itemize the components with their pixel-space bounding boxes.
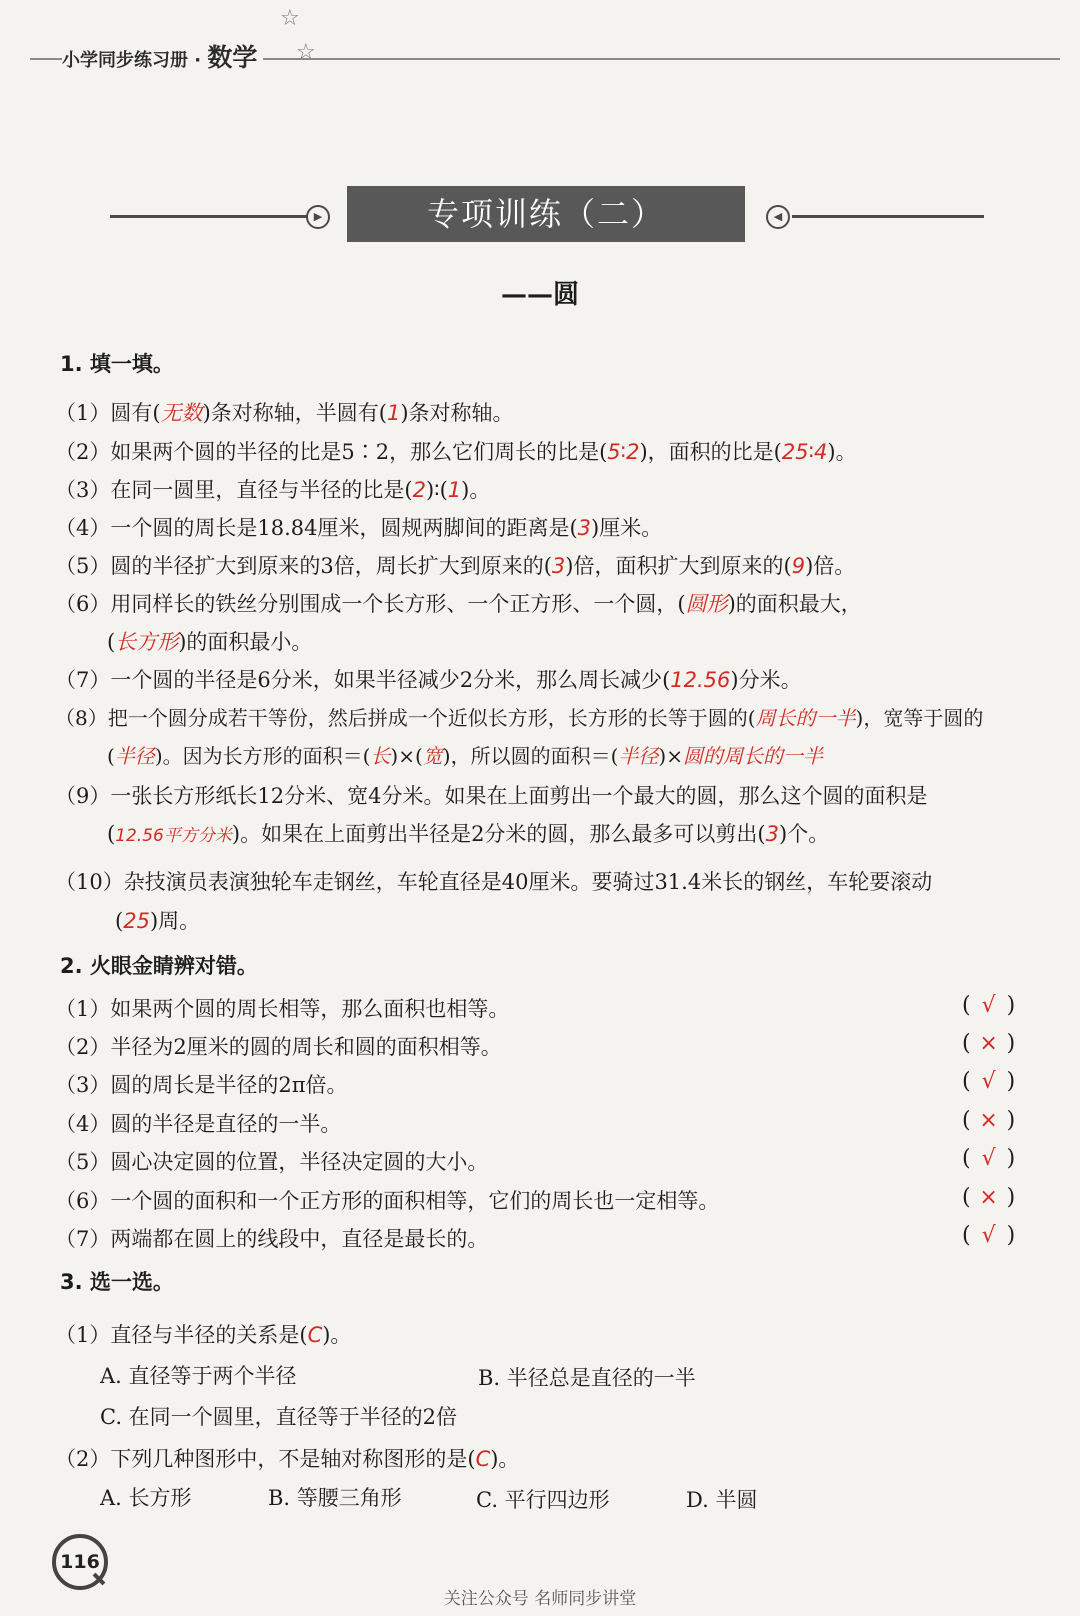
q-text: )的面积最大， xyxy=(727,592,862,616)
question-1-8-cont xyxy=(107,740,823,769)
q-text: )∶( xyxy=(425,478,448,502)
judge-mark: ( × ) xyxy=(962,1031,1016,1056)
q-text: （5）圆的半径扩大到原来的3倍，周长扩大到原来的( xyxy=(55,554,552,578)
q-text: （3）在同一圆里，直径与半径的比是( xyxy=(55,478,413,502)
q-text: )。 xyxy=(827,440,857,464)
judge-mark: ( × ) xyxy=(962,1185,1016,1210)
play-right-icon: ▶ xyxy=(306,205,330,229)
page-number: 116 xyxy=(52,1534,108,1590)
handwritten-answer: 长方形 xyxy=(115,630,179,654)
question-1-4 xyxy=(55,512,662,542)
section-2-title: 2. 火眼金睛辨对错。 xyxy=(60,954,258,978)
handwritten-answer: √ xyxy=(981,993,996,1018)
q-text: （1）直径与半径的关系是( xyxy=(55,1323,308,1347)
q-text: （4）一个圆的周长是18.84厘米，圆规两脚间的距离是( xyxy=(55,516,578,540)
handwritten-answer: × xyxy=(979,1031,998,1056)
handwritten-answer: 3 xyxy=(765,822,779,846)
handwritten-answer: 半径 xyxy=(114,744,155,768)
judge-mark: ( √ ) xyxy=(962,1223,1016,1248)
judge-mark: ( × ) xyxy=(962,1108,1016,1133)
section-3-title: 3. 选一选。 xyxy=(60,1270,174,1294)
question-1-6-cont xyxy=(107,626,312,656)
star-icon: ☆ xyxy=(296,40,316,65)
handwritten-answer: 25 xyxy=(123,909,150,933)
q-text: ( xyxy=(107,744,115,768)
q-text: )周。 xyxy=(149,909,201,933)
handwritten-answer: √ xyxy=(981,1069,996,1094)
handwritten-answer: 3 xyxy=(551,554,566,578)
question-1-7 xyxy=(55,664,802,694)
question-1-8 xyxy=(55,702,983,731)
section-1-title: 1. 填一填。 xyxy=(60,352,174,376)
q-text: )。 xyxy=(322,1323,352,1347)
choice-question-2 xyxy=(55,1443,519,1473)
handwritten-answer: √ xyxy=(981,1223,996,1248)
judge-item: （6）一个圆的面积和一个正方形的面积相等，它们的周长也一定相等。 xyxy=(55,1189,720,1213)
book-title xyxy=(62,38,263,74)
judge-item: （5）圆心决定圆的位置，半径决定圆的大小。 xyxy=(55,1150,489,1174)
q-text: )。因为长方形的面积＝( xyxy=(154,744,371,768)
handwritten-answer: 1 xyxy=(447,478,462,502)
q-text: )。如果在上面剪出半径是2分米的圆，那么最多可以剪出( xyxy=(231,822,766,846)
question-1-3 xyxy=(55,474,490,504)
q-text: )。 xyxy=(461,478,491,502)
q-text: （8）把一个圆分成若干等份，然后拼成一个近似长方形，长方形的长等于圆的( xyxy=(55,706,756,730)
book-subject: 数学 xyxy=(207,43,258,72)
question-1-2 xyxy=(55,436,857,466)
option-d: D. 半圆 xyxy=(686,1488,758,1512)
handwritten-answer: × xyxy=(979,1185,998,1210)
question-1-10-cont xyxy=(115,905,200,935)
handwritten-answer: 圆的周长的一半 xyxy=(682,744,823,768)
q-text: （10）杂技演员表演独轮车走钢丝，车轮直径是40厘米。要骑过31.4米长的钢丝，车轮要滚动 xyxy=(55,870,933,894)
q-text: ( xyxy=(115,909,124,933)
option-a: A. 长方形 xyxy=(100,1486,192,1510)
q-text: )×( xyxy=(390,744,423,768)
option-c: C. 平行四边形 xyxy=(476,1488,610,1512)
judge-mark: ( √ ) xyxy=(962,993,1016,1018)
handwritten-answer: 周长的一半 xyxy=(755,706,856,730)
judge-mark: ( √ ) xyxy=(962,1146,1016,1171)
handwritten-answer: 长 xyxy=(370,744,391,768)
q-text: )倍，面积扩大到原来的( xyxy=(565,554,792,578)
handwritten-answer: × xyxy=(979,1108,998,1133)
q-text: )倍。 xyxy=(805,554,856,578)
handwritten-answer: 1 xyxy=(386,401,401,425)
q-text: )。 xyxy=(490,1447,520,1471)
banner-rule-right xyxy=(792,215,984,218)
q-text: （1）圆有( xyxy=(55,401,161,425)
q-text: （7）一个圆的半径是6分米，如果半径减少2分米，那么周长减少( xyxy=(55,668,671,692)
q-text: )条对称轴，半圆有( xyxy=(202,401,387,425)
judge-item: （1）如果两个圆的周长相等，那么面积也相等。 xyxy=(55,997,510,1021)
question-1-9 xyxy=(55,780,927,810)
handwritten-answer: 半径 xyxy=(618,744,659,768)
question-1-1 xyxy=(55,397,514,427)
judge-item: （7）两端都在圆上的线段中，直径是最长的。 xyxy=(55,1227,489,1251)
q-text: )× xyxy=(658,744,683,768)
handwritten-answer: 25∶4 xyxy=(781,440,828,464)
star-icon: ☆ xyxy=(280,6,300,31)
question-1-10 xyxy=(55,866,932,896)
handwritten-answer: 3 xyxy=(577,516,592,540)
q-text: )个。 xyxy=(779,822,830,846)
handwritten-answer: C xyxy=(475,1447,491,1471)
q-text: )，面积的比是( xyxy=(639,440,782,464)
q-text: （2）如果两个圆的半径的比是5∶2，那么它们周长的比是( xyxy=(55,440,608,464)
q-text: （9）一张长方形纸长12分米、宽4分米。如果在上面剪出一个最大的圆，那么这个圆的面积是 xyxy=(55,784,928,808)
handwritten-answer: 无数 xyxy=(160,401,203,425)
q-text: )，宽等于圆的 xyxy=(855,706,984,730)
handwritten-answer: √ xyxy=(981,1146,996,1171)
q-text: )，所以圆的面积＝( xyxy=(442,744,619,768)
question-1-6 xyxy=(55,588,862,618)
q-text: ( xyxy=(107,630,116,654)
q-text: （6）用同样长的铁丝分别围成一个长方形、一个正方形、一个圆，( xyxy=(55,592,686,616)
handwritten-answer: 5∶2 xyxy=(607,440,640,464)
judge-item: （2）半径为2厘米的圆的周长和圆的面积相等。 xyxy=(55,1035,502,1059)
handwritten-answer: 宽 xyxy=(422,744,443,768)
handwritten-answer: 12.56平方分米 xyxy=(115,826,232,846)
handwritten-answer: 圆形 xyxy=(685,592,728,616)
choice-question-1 xyxy=(55,1319,351,1349)
book-title-prefix: 小学同步练习册 · xyxy=(62,50,208,71)
q-text: ( xyxy=(107,822,116,846)
handwritten-answer: 2 xyxy=(412,478,426,502)
section-banner: 专项训练（二） xyxy=(347,186,745,242)
option-a: A. 直径等于两个半径 xyxy=(100,1364,297,1388)
option-c: C. 在同一个圆里，直径等于半径的2倍 xyxy=(100,1405,458,1429)
question-1-9-cont xyxy=(107,818,829,848)
option-b: B. 等腰三角形 xyxy=(268,1486,402,1510)
q-text: )分米。 xyxy=(730,668,802,692)
judge-mark: ( √ ) xyxy=(962,1069,1016,1094)
handwritten-answer: 12.56 xyxy=(670,668,731,692)
banner-rule-left xyxy=(110,215,308,218)
option-b: B. 半径总是直径的一半 xyxy=(478,1366,696,1390)
page-subtitle: ——圆 xyxy=(500,280,579,310)
judge-item: （4）圆的半径是直径的一半。 xyxy=(55,1112,342,1136)
handwritten-answer: 9 xyxy=(791,554,806,578)
play-left-icon: ◀ xyxy=(766,205,790,229)
q-text: )的面积最小。 xyxy=(178,630,313,654)
q-text: )条对称轴。 xyxy=(400,401,514,425)
q-text: （2）下列几种图形中，不是轴对称图形的是( xyxy=(55,1447,476,1471)
footer-note: 关注公众号 名师同步讲堂 xyxy=(443,1589,637,1609)
q-text: )厘米。 xyxy=(591,516,663,540)
handwritten-answer: C xyxy=(307,1323,323,1347)
question-1-5 xyxy=(55,550,855,580)
judge-item: （3）圆的周长是半径的2π倍。 xyxy=(55,1073,348,1097)
